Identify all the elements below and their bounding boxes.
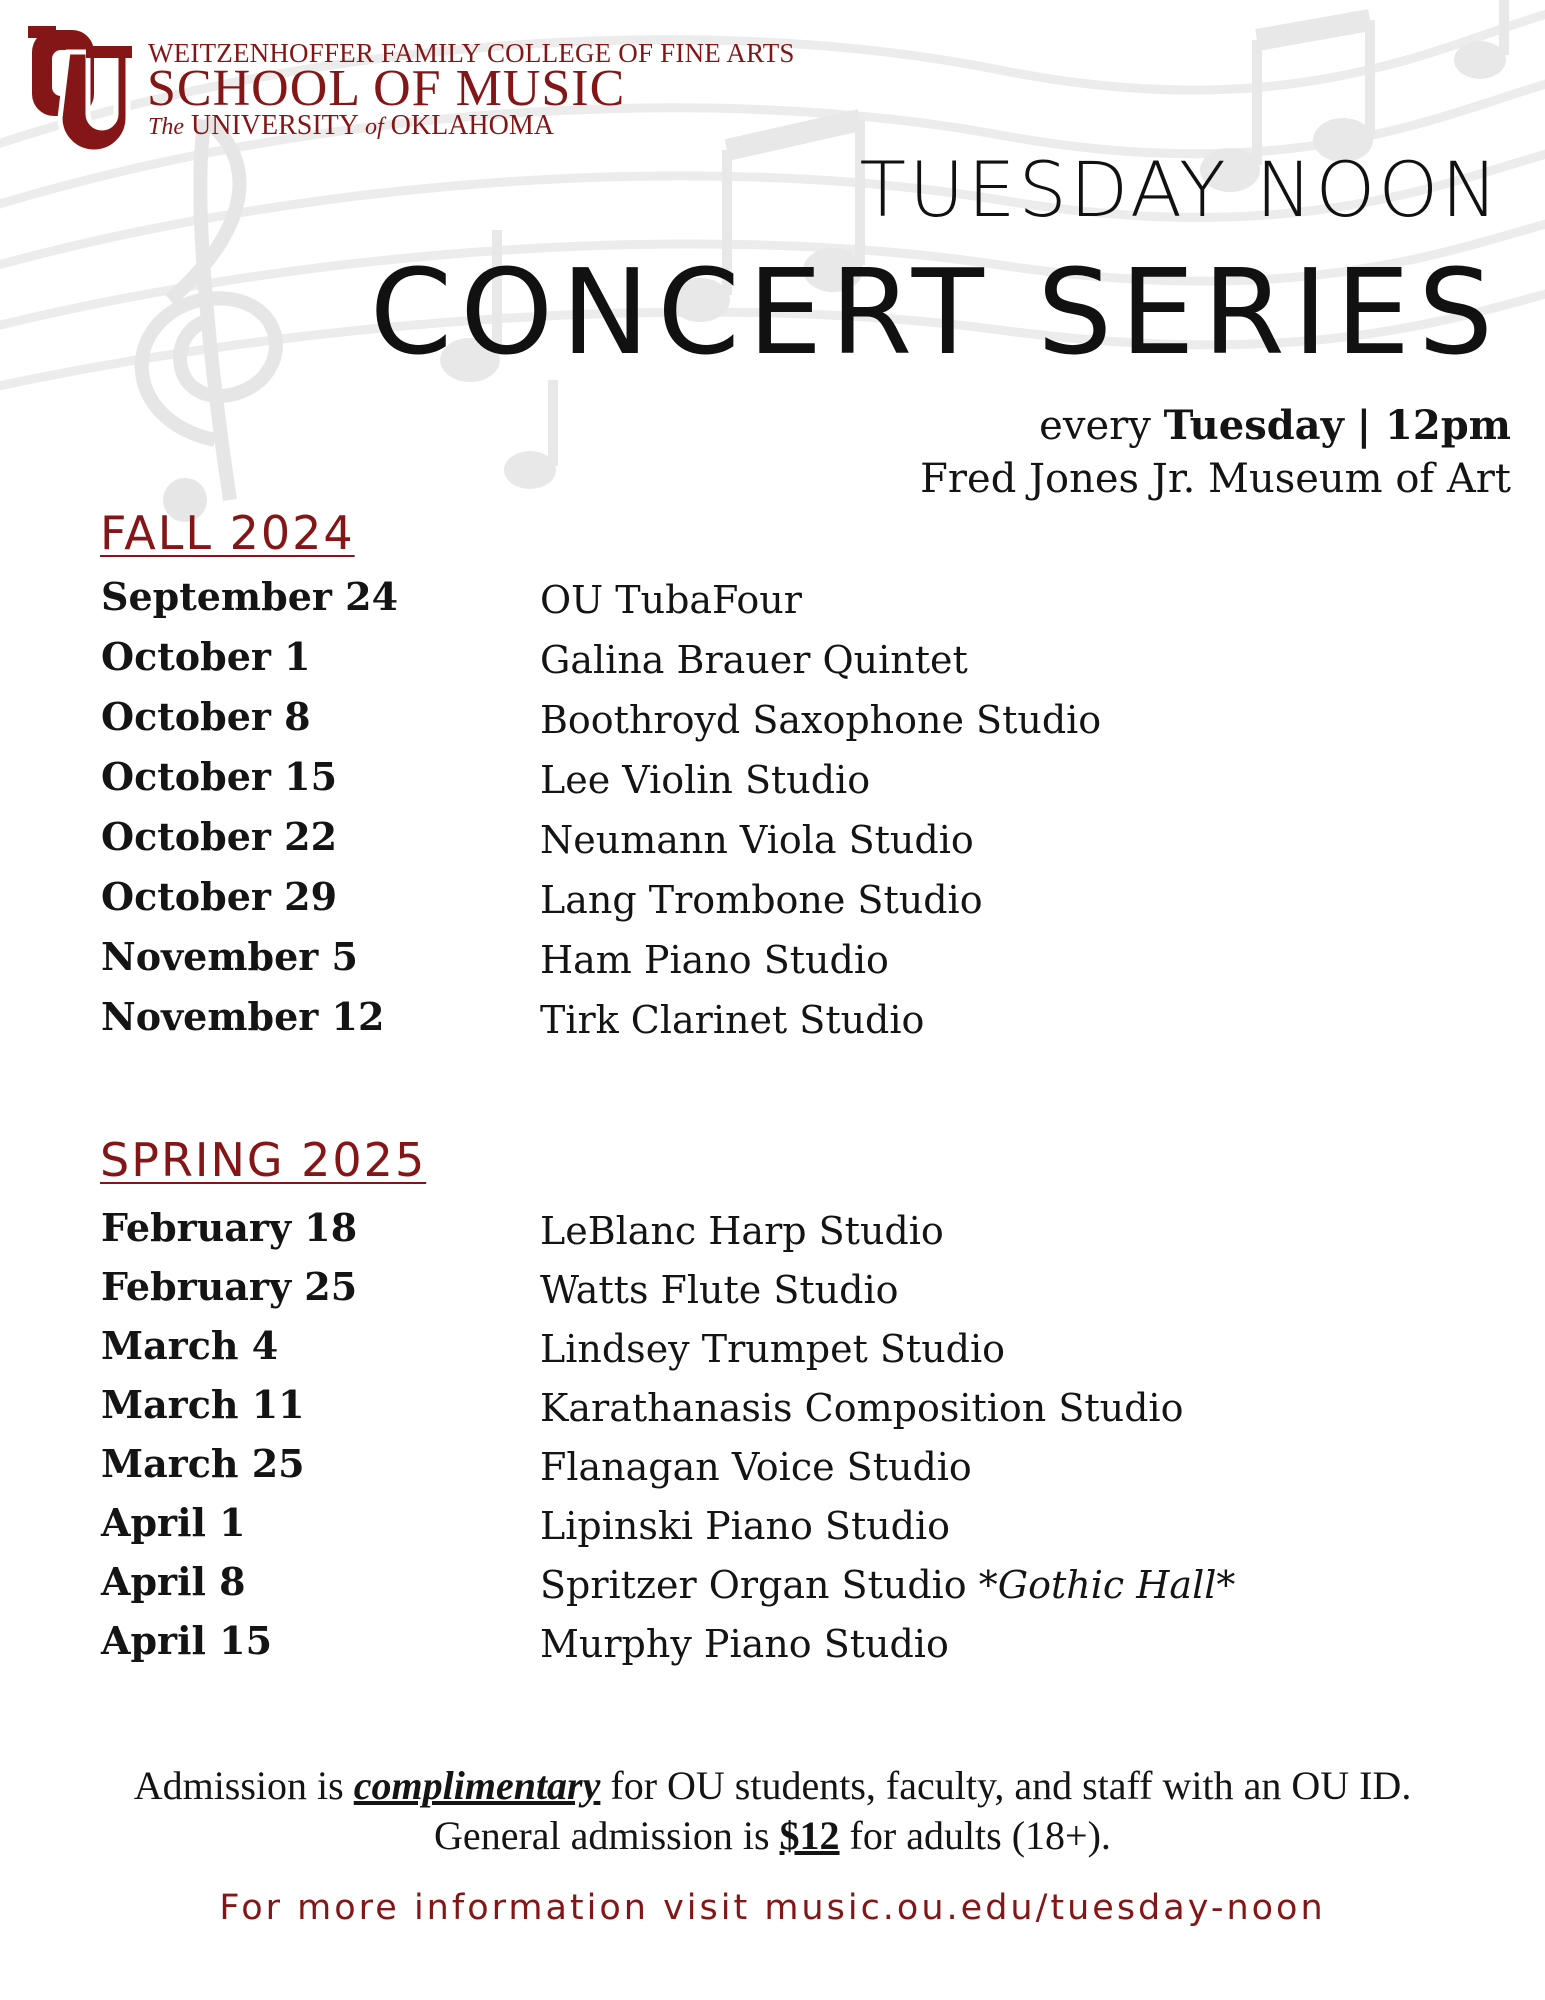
row-performer: Lindsey Trumpet Studio [540, 1327, 1006, 1371]
fall-row [0, 634, 1545, 694]
admission-text: Admission is [133, 1763, 354, 1808]
spring-row [0, 1618, 1545, 1677]
fall-row [0, 994, 1545, 1054]
schedule-prefix: every [1039, 403, 1151, 449]
row-performer: Lee Violin Studio [540, 758, 871, 802]
row-date: February 18 [101, 1205, 358, 1250]
row-performer: Neumann Viola Studio [540, 818, 974, 862]
row-date: November 5 [101, 934, 358, 979]
ou-interlocking-logo-icon [28, 22, 132, 156]
spring-row [0, 1559, 1545, 1618]
row-date: April 8 [101, 1559, 246, 1604]
spring-row [0, 1382, 1545, 1441]
fall-row [0, 814, 1545, 874]
row-date: March 4 [101, 1323, 279, 1368]
fall-row [0, 694, 1545, 754]
fall-row [0, 874, 1545, 934]
row-date: November 12 [101, 994, 385, 1039]
admission-price: $12 [779, 1813, 840, 1858]
spring-row [0, 1323, 1545, 1382]
spring-row [0, 1500, 1545, 1559]
fall-heading: FALL 2024 [100, 506, 355, 560]
fall-row [0, 574, 1545, 634]
college-name: WEITZENHOFFER FAMILY COLLEGE OF FINE ARTS [148, 38, 795, 68]
row-performer: Tirk Clarinet Studio [540, 998, 925, 1042]
row-date: October 15 [101, 754, 338, 799]
venue-note: *Gothic Hall* [978, 1563, 1236, 1607]
univ-state: OKLAHOMA [390, 110, 554, 141]
title-line-2: CONCERT SERIES [369, 243, 1501, 381]
school-name: SCHOOL OF MUSIC [147, 60, 626, 117]
row-date: October 8 [101, 694, 311, 739]
univ-university: UNIVERSITY [191, 110, 358, 141]
row-date: October 1 [101, 634, 311, 679]
schedule-line [1039, 402, 1511, 449]
admission-line-1 [0, 1762, 1545, 1809]
spring-row [0, 1441, 1545, 1500]
spring-schedule [0, 1205, 1545, 1677]
admission-text: for OU students, faculty, and staff with an OU ID. [600, 1763, 1412, 1808]
admission-emphasis: complimentary [353, 1763, 601, 1808]
treble-clef-icon [142, 120, 276, 522]
row-date: February 25 [101, 1264, 358, 1309]
spring-row [0, 1205, 1545, 1264]
row-date: March 25 [101, 1441, 305, 1486]
row-performer: Watts Flute Studio [540, 1268, 899, 1312]
row-date: April 1 [101, 1500, 246, 1545]
univ-the: The [148, 114, 184, 140]
row-performer: Karathanasis Composition Studio [540, 1386, 1184, 1430]
venue-line: Fred Jones Jr. Museum of Art [920, 456, 1511, 502]
row-date: October 29 [101, 874, 338, 919]
schedule-time: | 12pm [1356, 402, 1511, 449]
row-performer: Flanagan Voice Studio [540, 1445, 972, 1489]
row-performer: Murphy Piano Studio [540, 1622, 949, 1666]
fall-row [0, 934, 1545, 994]
row-performer: OU TubaFour [540, 578, 802, 622]
row-performer: Ham Piano Studio [540, 938, 889, 982]
univ-of: of [364, 114, 384, 140]
spring-row [0, 1264, 1545, 1323]
row-performer: Boothroyd Saxophone Studio [540, 698, 1102, 742]
title-line-1: TUESDAY NOON [859, 145, 1501, 234]
row-performer: Lipinski Piano Studio [540, 1504, 951, 1548]
row-date: April 15 [101, 1618, 273, 1663]
university-name [148, 110, 554, 142]
admission-text: for adults (18+). [839, 1813, 1111, 1858]
row-performer [540, 1563, 1235, 1607]
row-date: October 22 [101, 814, 338, 859]
row-performer: LeBlanc Harp Studio [540, 1209, 944, 1253]
fall-row [0, 754, 1545, 814]
admission-line-2 [0, 1812, 1545, 1859]
fall-schedule [0, 574, 1545, 1054]
more-info-link[interactable]: For more information visit music.ou.edu/tuesday-noon [219, 1888, 1326, 1928]
admission-text: General admission is [434, 1813, 780, 1858]
row-date: March 11 [101, 1382, 305, 1427]
spring-heading: SPRING 2025 [100, 1133, 427, 1187]
row-performer: Lang Trombone Studio [540, 878, 983, 922]
performer-name: Spritzer Organ Studio [540, 1563, 967, 1607]
schedule-day: Tuesday [1163, 402, 1344, 449]
row-date: September 24 [101, 574, 399, 619]
row-performer: Galina Brauer Quintet [540, 638, 968, 682]
